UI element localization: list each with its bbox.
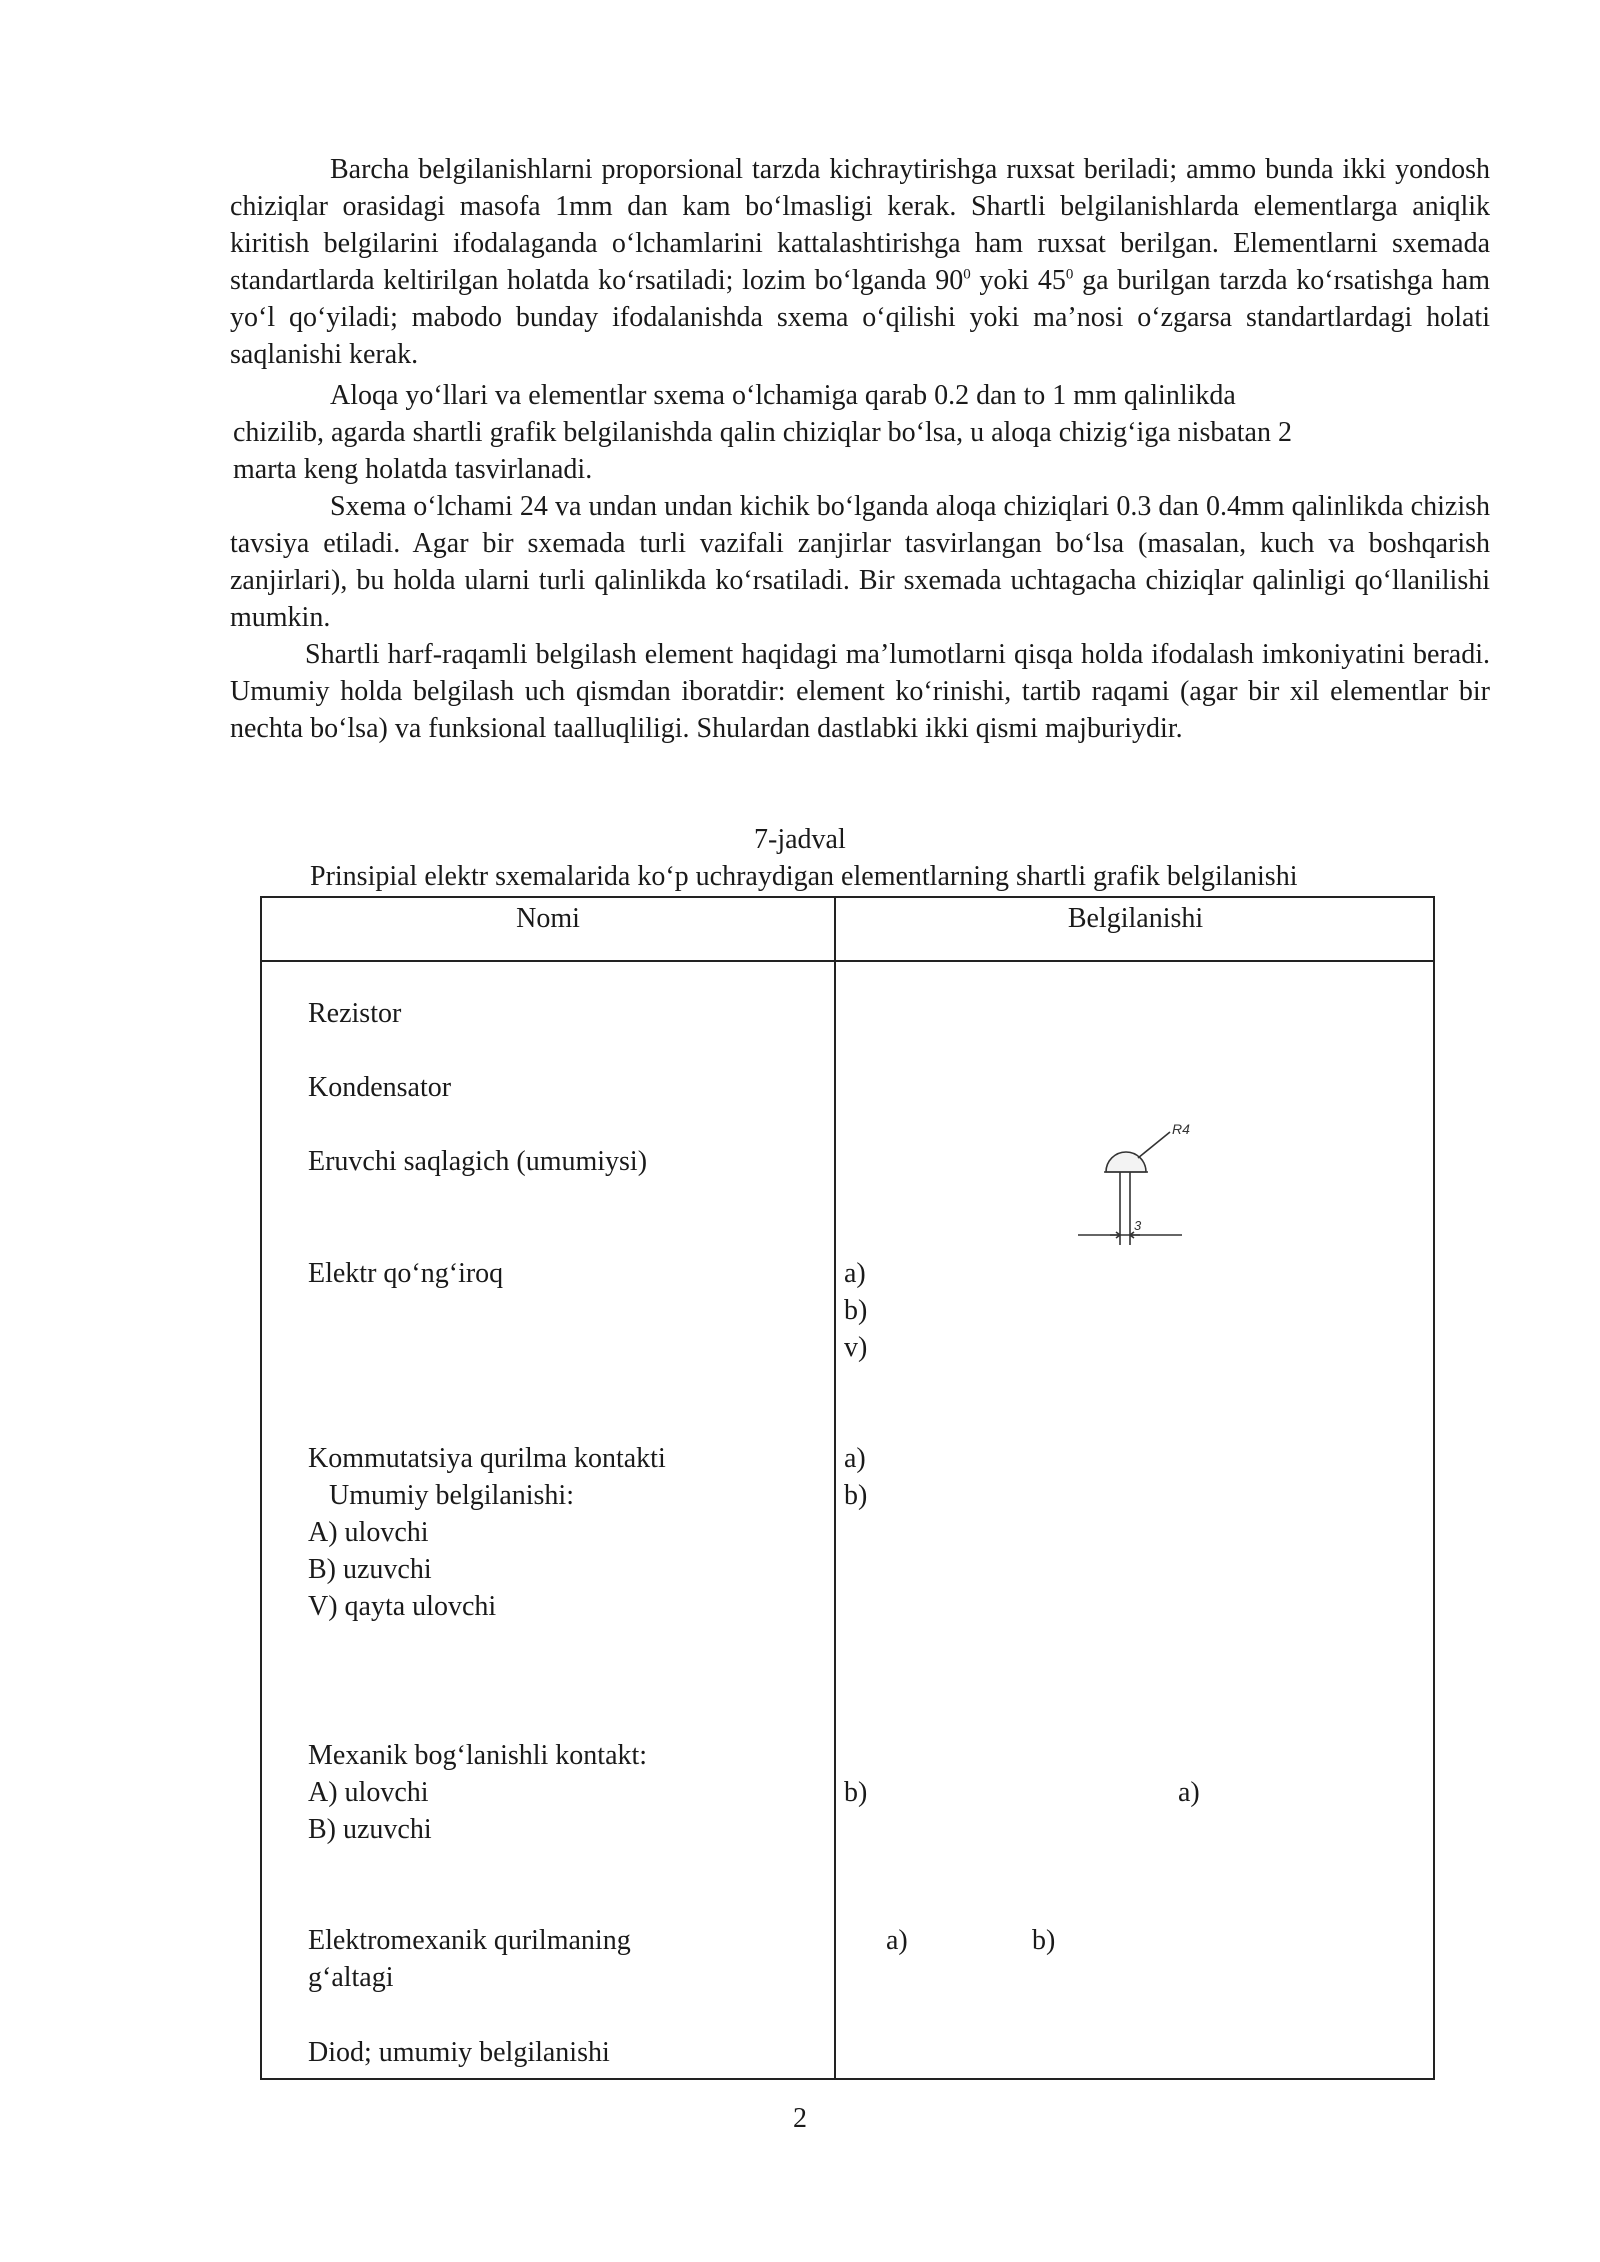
switch-contact-b: B) uzuvchi [308, 1554, 432, 1585]
row-bell-name: Elektr qo‘ng‘iroq [308, 1258, 504, 1289]
paragraph-2: Aloqa yo‘llari va elementlar sxema o‘lchamiga qarab 0.2 dan to 1 mm qalinlikda chizilib, agarda shartli grafik belgilanishda qalin chiziqlar bo‘lsa, u aloqa chizig‘iga nisbatan 2 marta keng holatda tasvirlanadi. [233, 380, 1292, 485]
mech-contact-title: Mexanik bog‘lanishli kontakt: [308, 1740, 648, 1771]
table-number: 7-jadval [754, 824, 846, 855]
paragraph-1: Barcha belgilanishlarni proporsional tarzda kichraytirishga ruxsat beriladi; ammo bunda ikki yondosh chiziqlar orasidagi masofa 1mm dan kam bo‘lmasligi kerak. Shartli belgilanishlarda elementlarga aniqlik kiritish belgilarini ifodalaganda o‘lchamlarini kattalashtirishga ham ruxsat berilgan. Elementlarni sxemada standartlarda keltirilgan holatda ko‘rsatiladi; lozim bo‘lganda $90^0$ yoki $45^0$ ga burilgan tarzda ko‘rsatishga ham yo‘l qo‘yiladi; mabodo bunday ifodalanishda sxema o‘qilishi yoki ma’nosi o‘zgarsa standartlardagi holati saqlanishi kerak. [230, 154, 1491, 370]
page-number: 2 [793, 2103, 807, 2134]
switch-contact-subtitle: Umumiy belgilanishi: [308, 1480, 574, 1511]
paragraph-4: Shartli harf-raqamli belgilash element haqidagi ma’lumotlarni qisqa holda ifodalash imkoniyatini beradi. Umumiy holda belgilash uch qismdan iboratdir: element ko‘rinishi, tartib raqami (agar bir xil elementlar bir nechta bo‘lsa) va funksional taalluqliligi. Shulardan dastlabki ikki qismi majburiydir. [230, 639, 1490, 744]
mech-mark-a: a) [1178, 1777, 1200, 1808]
switch-contact-title: Kommutatsiya qurilma kontakti [308, 1443, 666, 1474]
switch-contact-a: A) ulovchi [308, 1517, 429, 1548]
bell-mark-a: a) [844, 1258, 866, 1289]
mech-contact-a: A) ulovchi [308, 1777, 429, 1808]
row-fuse-name: Eruvchi saqlagich (umumiysi) [308, 1146, 648, 1177]
coil-mark-a: a) [886, 1925, 908, 1956]
row-coil-name [308, 1922, 631, 1996]
row-switch-contact-name [308, 1440, 666, 1625]
switch-marks [844, 1440, 867, 1514]
row-diode-name: Diod; umumiy belgilanishi [308, 2037, 610, 2068]
row-mech-contact-name [308, 1737, 647, 1848]
bell-symbol-icon [1070, 1120, 1200, 1260]
coil-line-2: g‘altagi [308, 1962, 394, 1993]
mech-contact-b: B) uzuvchi [308, 1814, 432, 1845]
bell-marks [844, 1255, 867, 1366]
header-name: Nomi [516, 903, 580, 934]
row-resistor-name: Rezistor [308, 998, 402, 1029]
radius-label: R4 [1172, 1121, 1190, 1137]
header-symbol: Belgilanishi [1067, 903, 1204, 934]
row-capacitor-name: Kondensator [308, 1072, 452, 1103]
bell-mark-v: v) [844, 1332, 868, 1363]
switch-contact-v: V) qayta ulovchi [308, 1591, 497, 1622]
switch-mark-b: b) [844, 1480, 868, 1511]
bell-mark-b: b) [844, 1295, 868, 1326]
mech-mark-b: b) [844, 1777, 868, 1808]
header-divider [262, 960, 1433, 962]
coil-mark-b: b) [1032, 1925, 1056, 1956]
coil-line-1: Elektromexanik qurilmaning [308, 1925, 631, 1956]
width-label: 3 [1134, 1218, 1142, 1233]
column-divider [834, 898, 836, 2078]
switch-mark-a: a) [844, 1443, 866, 1474]
table-caption: Prinsipial elektr sxemalarida ko‘p uchraydigan elementlarning shartli grafik belgilanishi [310, 861, 1298, 892]
paragraph-3: Sxema o‘lchami 24 va undan undan kichik bo‘lganda aloqa chiziqlari 0.3 dan 0.4mm qalinlikda chizish tavsiya etiladi. Agar bir sxemada turli vazifali zanjirlar tasvirlangan bo‘lsa (masalan, kuch va boshqarish zanjirlari), bu holda ularni turli qalinlikda ko‘rsatiladi. Bir sxemada uchtagacha chiziqlar qalinligi qo‘llanilishi mumkin. [230, 491, 1490, 633]
